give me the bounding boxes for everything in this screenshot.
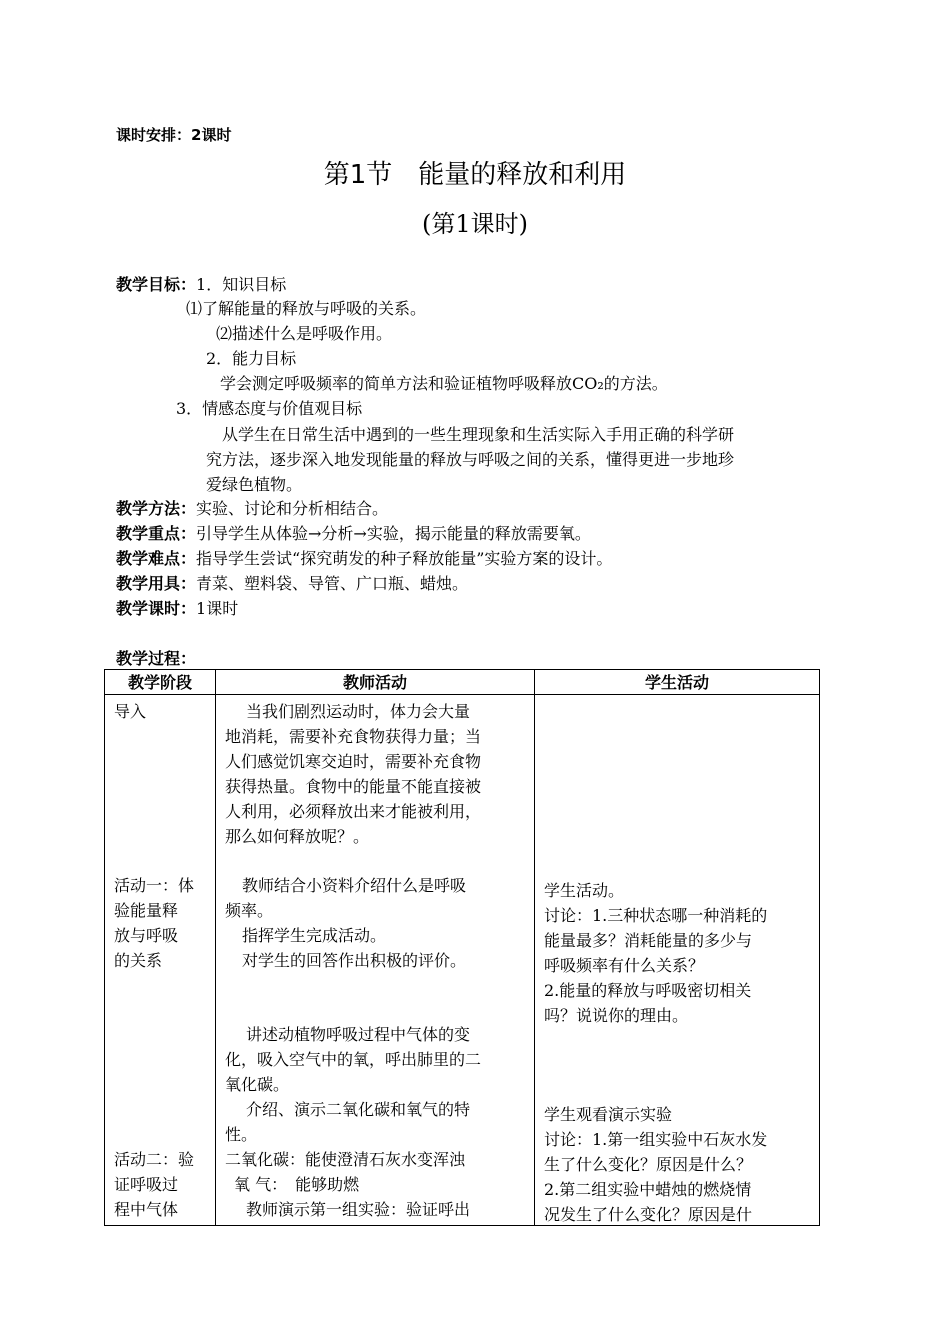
info-label: 教学重点： xyxy=(116,524,197,543)
page-subtitle: (第1课时) xyxy=(422,210,528,238)
teacher-line: 当我们剧烈运动时，体力会大量 xyxy=(230,702,471,721)
teacher-line: 人利用，必须释放出来才能被利用， xyxy=(225,802,482,821)
teacher-line: 讲述动植物呼吸过程中气体的变 xyxy=(246,1025,471,1044)
teacher-line: 介绍、演示二氧化碳和氧气的特 xyxy=(246,1100,471,1119)
teacher-line: 二氧化碳：能使澄清石灰水变浑浊 xyxy=(225,1150,466,1169)
objective-line: ⑵描述什么是呼吸作用。 xyxy=(216,324,393,343)
teacher-line: 氧 气： 能够助燃 xyxy=(234,1175,360,1194)
student-line: 能量最多？消耗能量的多少与 xyxy=(544,931,753,950)
stage-cell xyxy=(105,695,216,1226)
info-label: 教学用具： xyxy=(116,574,197,593)
stage-line: 放与呼吸 xyxy=(114,926,179,945)
objective-line: 1．知识目标 xyxy=(196,275,287,294)
stage-line: 程中气体 xyxy=(114,1200,179,1219)
info-value: 指导学生尝试“探究萌发的种子释放能量”实验方案的设计。 xyxy=(196,549,613,568)
header-teacher: 教师活动 xyxy=(216,670,535,695)
process-label: 教学过程： xyxy=(116,649,197,668)
teacher-line: 化，吸入空气中的氧，呼出肺里的二 xyxy=(225,1050,482,1069)
info-row-key-point xyxy=(116,521,591,546)
objective-line: 2．能力目标 xyxy=(206,349,297,368)
objectives-label: 教学目标： xyxy=(116,275,197,294)
stage-line: 验能量释 xyxy=(114,901,179,920)
info-row-materials xyxy=(116,571,468,596)
info-label: 教学难点： xyxy=(116,549,197,568)
info-value: 1课时 xyxy=(196,599,239,618)
student-line: 吗？说说你的理由。 xyxy=(544,1006,689,1025)
process-table xyxy=(104,669,820,1226)
teacher-line: 性。 xyxy=(225,1125,258,1144)
page-title: 第1节 能量的释放和利用 xyxy=(323,160,627,190)
stage-line: 活动一：体 xyxy=(114,876,195,895)
objective-line: 学会测定呼吸频率的简单方法和验证植物呼吸释放CO₂的方法。 xyxy=(220,374,668,393)
student-line: 生了什么变化？原因是什么？ xyxy=(544,1155,753,1174)
teacher-cell xyxy=(216,695,535,1226)
table-header-row xyxy=(105,670,820,695)
teacher-line: 对学生的回答作出积极的评价。 xyxy=(242,951,467,970)
header-student: 学生活动 xyxy=(535,670,820,695)
header-stage: 教学阶段 xyxy=(105,670,216,695)
teacher-line: 获得热量。食物中的能量不能直接被 xyxy=(225,777,482,796)
info-label: 教学课时： xyxy=(116,599,197,618)
objective-line: 究方法，逐步深入地发现能量的释放与呼吸之间的关系，懂得更进一步地珍 xyxy=(206,450,735,469)
stage-line: 证呼吸过 xyxy=(114,1175,179,1194)
objectives-heading xyxy=(116,272,286,297)
student-line: 讨论：1.第一组实验中石灰水发 xyxy=(544,1130,768,1149)
teacher-line: 教师演示第一组实验：验证呼出 xyxy=(246,1200,471,1219)
teacher-line: 那么如何释放呢？。 xyxy=(225,827,370,846)
info-value: 引导学生从体验→分析→实验，揭示能量的释放需要氧。 xyxy=(196,524,591,543)
info-value: 青菜、塑料袋、导管、广口瓶、蜡烛。 xyxy=(196,574,469,593)
stage-line: 导入 xyxy=(114,702,147,721)
teacher-line: 教师结合小资料介绍什么是呼吸 xyxy=(242,876,467,895)
info-row-difficulty xyxy=(116,546,612,571)
student-line: 学生观看演示实验 xyxy=(544,1105,673,1124)
student-line: 2.第二组实验中蜡烛的燃烧情 xyxy=(544,1180,752,1199)
student-line: 2.能量的释放与呼吸密切相关 xyxy=(544,981,752,1000)
teacher-line: 地消耗，需要补充食物获得力量；当 xyxy=(225,727,482,746)
objective-line: 爱绿色植物。 xyxy=(206,475,303,494)
teacher-line: 指挥学生完成活动。 xyxy=(242,926,387,945)
student-line: 呼吸频率有什么关系？ xyxy=(544,956,705,975)
student-line: 学生活动。 xyxy=(544,881,625,900)
objective-line: 从学生在日常生活中遇到的一些生理现象和生活实际入手用正确的科学研 xyxy=(222,425,735,444)
student-line: 讨论：1.三种状态哪一种消耗的 xyxy=(544,906,768,925)
info-row-method xyxy=(116,496,388,521)
objective-line: ⑴了解能量的释放与呼吸的关系。 xyxy=(186,299,427,318)
stage-line: 活动二：验 xyxy=(114,1150,195,1169)
student-line: 况发生了什么变化？原因是什 xyxy=(544,1205,753,1224)
teacher-line: 人们感觉饥寒交迫时，需要补充食物 xyxy=(225,752,482,771)
info-value: 实验、讨论和分析相结合。 xyxy=(196,499,389,518)
teacher-line: 氧化碳。 xyxy=(225,1075,290,1094)
student-cell xyxy=(535,695,820,1226)
objective-line: 3．情感态度与价值观目标 xyxy=(176,399,363,418)
teacher-line: 频率。 xyxy=(225,901,274,920)
info-row-hours xyxy=(116,596,238,621)
info-label: 教学方法： xyxy=(116,499,197,518)
lesson-schedule: 课时安排：2课时 xyxy=(116,126,232,144)
table-row xyxy=(105,695,820,1226)
stage-line: 的关系 xyxy=(114,951,163,970)
